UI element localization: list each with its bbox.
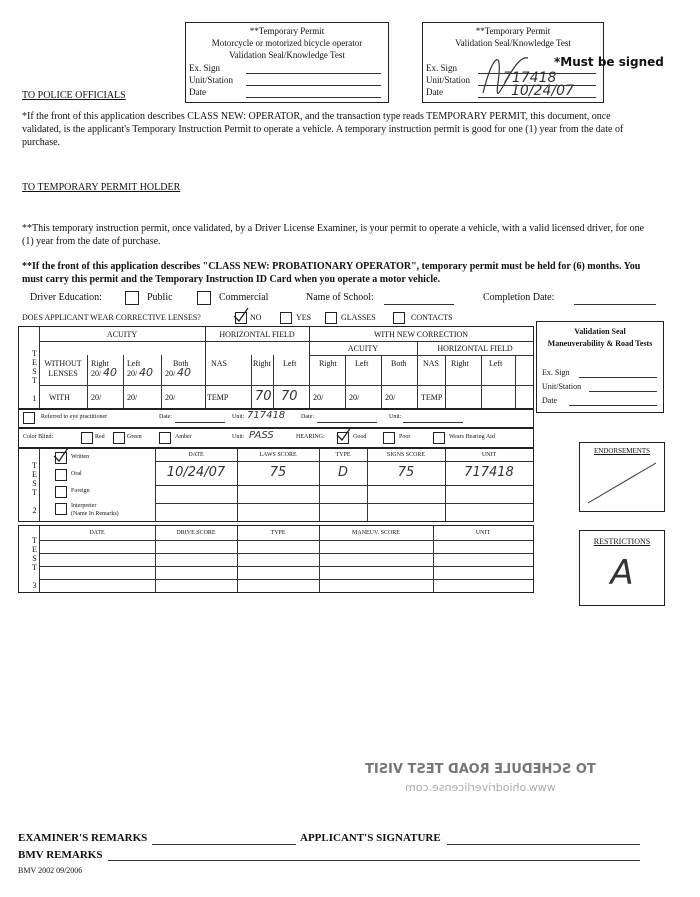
date-label: Date [189, 87, 206, 97]
permit-title: **Temporary Permit [249, 26, 325, 36]
date-header: DATE [89, 530, 105, 536]
nas-label: NAS [211, 359, 228, 368]
referred-unit2-label: Unit: [389, 414, 402, 420]
left-label: Left [355, 359, 369, 368]
foreign-label: Foreign [71, 488, 90, 494]
corrective-lenses-question: DOES APPLICANT WEAR CORRECTIVE LENSES? [22, 313, 201, 322]
unit-header: UNIT [475, 530, 491, 536]
test2-table [18, 448, 534, 522]
twenty-label: 20/ [349, 393, 360, 402]
glasses-label: GLASSES [341, 313, 376, 322]
signs-score-value: 75 [397, 465, 415, 480]
color-unit-value: PASS [249, 430, 274, 441]
type-header: TYPE [335, 452, 351, 458]
ex-sign-label: Ex. Sign [426, 63, 458, 73]
with-label: WITH [49, 393, 70, 402]
commercial-checkbox[interactable] [197, 291, 211, 305]
nas-label: NAS [423, 359, 440, 368]
referred-date-label: Date: [159, 414, 172, 420]
twenty-label: 20/ [127, 369, 138, 378]
permit-subtitle: Validation Seal/Knowledge Test [229, 50, 345, 60]
red-checkbox[interactable] [81, 432, 93, 444]
referred-row [18, 408, 534, 428]
unit-station-label: Unit/Station [542, 382, 582, 391]
laws-score-header: LAWS SCORE [259, 452, 297, 458]
maneuv-score-header: MANEUV. SCORE [352, 530, 400, 536]
oral-label: Oral [71, 471, 82, 477]
hearing-aid-checkbox[interactable] [433, 432, 445, 444]
completion-date-label: Completion Date: [483, 292, 555, 303]
stamp-line-1: TO SCHEDULE ROAD TEST VISIT [364, 762, 596, 777]
validation-seal-subtitle: Maneuverability & Road Tests [547, 339, 653, 348]
unit-station-value: 717418 [503, 70, 557, 86]
temp-left-value: 70 [281, 389, 298, 404]
horizontal-field-header: HORIZONTAL FIELD [219, 330, 295, 339]
right-value: 40 [103, 366, 117, 379]
endorsements-box [579, 442, 665, 512]
signs-score-header: SIGNS SCORE [386, 452, 426, 458]
interpreter-note: (Name In Remarks) [71, 511, 119, 517]
date-header: DATE [188, 452, 204, 458]
test2-label: TEST 2 [30, 461, 39, 515]
contacts-checkbox[interactable] [393, 312, 405, 324]
validation-seal-title: Validation Seal [574, 327, 626, 336]
good-label: Good [353, 434, 367, 440]
permit-subtitle: Validation Seal/Knowledge Test [455, 38, 571, 48]
unit-station-label: Unit/Station [189, 75, 234, 85]
acuity-header: ACUITY [106, 330, 138, 339]
date-value: 10/24/07 [511, 83, 574, 99]
twenty-label: 20/ [385, 393, 396, 402]
poor-label: Poor [399, 434, 411, 440]
poor-checkbox[interactable] [383, 432, 395, 444]
amber-checkbox[interactable] [159, 432, 171, 444]
permit-title: **Temporary Permit [475, 26, 551, 36]
school-name-label: Name of School: [306, 292, 374, 303]
public-label: Public [147, 292, 173, 303]
color-blind-row [18, 428, 534, 448]
date-label: Date [426, 87, 443, 97]
temp-label: TEMP [207, 393, 229, 402]
red-label: Red [95, 434, 105, 440]
permit-subtitle: Motorcycle or motorized bicycle operator [211, 38, 363, 48]
green-checkbox[interactable] [113, 432, 125, 444]
checkmark-icon [232, 306, 250, 324]
test1-label: TEST 1 [30, 349, 39, 403]
police-heading: TO POLICE OFFICIALS [22, 90, 126, 101]
written-label: Written [71, 454, 90, 460]
foreign-checkbox[interactable] [55, 486, 67, 498]
right-label: Right [91, 359, 109, 368]
commercial-label: Commercial [219, 292, 269, 303]
twenty-label: 20/ [91, 393, 102, 402]
temp-label: TEMP [421, 393, 443, 402]
glasses-checkbox[interactable] [325, 312, 337, 324]
contacts-label: CONTACTS [411, 313, 453, 322]
form-number: BMV 2002 09/2006 [18, 866, 83, 875]
strike-line [584, 457, 660, 507]
examiner-signature [473, 43, 533, 103]
checkmark-icon [52, 446, 70, 464]
holder-paragraph-1: **This temporary instruction permit, once validated, by a Driver License Examiner, is your permit to operate a vehicle, with a valid licensed driver, for one (1) year from the date of purchase. [22, 223, 645, 247]
driver-education-label: Driver Education: [30, 292, 102, 303]
laws-score-value: 75 [269, 465, 287, 480]
date-label: Date [542, 396, 558, 405]
bmv-remarks-label: BMV REMARKS [18, 849, 103, 861]
right-label: Right [319, 359, 337, 368]
restrictions-value: A [610, 553, 634, 593]
ex-sign-label: Ex. Sign [542, 368, 570, 377]
temporary-permit-motorcycle [185, 22, 389, 103]
hearing-aid-label: Wears Hearing Aid [449, 434, 495, 440]
without-lenses-label: WITHOUT LENSES [44, 359, 82, 378]
acuity-header-2: ACUITY [347, 344, 379, 353]
twenty-label: 20/ [313, 393, 324, 402]
referred-checkbox[interactable] [23, 412, 35, 424]
with-new-correction-header: WITH NEW CORRECTION [373, 330, 469, 339]
right-label: Right [253, 359, 271, 368]
both-label: Both [173, 359, 189, 368]
checkmark-icon [335, 425, 353, 443]
police-paragraph: *If the front of this application describes CLASS NEW: OPERATOR, and the transaction type reads TEMPORARY PERMIT, this document, once validated, is the applicant's Temporary Instruction Permit to operate a vehicle. A temporary instruction permit is good for one (1) year from the date of purchase. [22, 111, 624, 148]
restrictions-label: RESTRICTIONS [593, 537, 651, 546]
holder-heading: TO TEMPORARY PERMIT HOLDER [22, 182, 181, 193]
green-label: Green [127, 434, 142, 440]
twenty-label: 20/ [165, 369, 176, 378]
road-test-stamp [320, 760, 640, 796]
both-value: 40 [177, 366, 191, 379]
amber-label: Amber [175, 434, 192, 440]
test3-table [18, 525, 534, 593]
referred-unit-label: Unit: [232, 414, 245, 420]
left-label: Left [127, 359, 141, 368]
applicant-signature-label: APPLICANT'S SIGNATURE [300, 832, 441, 844]
test1-table [18, 326, 534, 410]
right-label: Right [451, 359, 469, 368]
left-label: Left [489, 359, 503, 368]
twenty-label: 20/ [165, 393, 176, 402]
holder-paragraph-2: **If the front of this application describes "CLASS NEW: PROBATIONARY OPERATOR", temporary permit must be held for (6) months. You must carry this permit and the Temporary Instruction ID Card when you operate a motor vehicle. [22, 261, 641, 285]
temp-right-value: 70 [255, 389, 272, 404]
examiner-remarks-label: EXAMINER'S REMARKS [18, 832, 148, 844]
public-checkbox[interactable] [125, 291, 139, 305]
left-label: Left [283, 359, 297, 368]
no-label: NO [250, 313, 262, 322]
ex-sign-label: Ex. Sign [189, 63, 221, 73]
referred-unit-value: 717418 [247, 410, 286, 421]
type-value: D [337, 465, 348, 480]
hearing-label: HEARING: [296, 434, 325, 440]
color-blind-label: Color Blind: [23, 434, 54, 440]
validation-seal-box [536, 321, 664, 413]
interpreter-checkbox[interactable] [55, 503, 67, 515]
test3-label: TEST 3 [30, 536, 39, 590]
twenty-label: 20/ [91, 369, 102, 378]
date-value: 10/24/07 [166, 465, 226, 480]
left-value: 40 [139, 366, 153, 379]
restrictions-box [579, 530, 665, 606]
referred-date2-label: Date: [301, 414, 314, 420]
horizontal-field-header-2: HORIZONTAL FIELD [437, 344, 513, 353]
stamp-line-2: www.ohiodriverlicense.com [404, 781, 556, 794]
yes-checkbox[interactable] [280, 312, 292, 324]
both-label: Both [391, 359, 407, 368]
unit-value: 717418 [464, 465, 514, 480]
drive-score-header: DRIVE SCORE [176, 530, 216, 536]
yes-label: YES [296, 313, 312, 322]
unit-header: UNIT [481, 452, 497, 458]
type-header: TYPE [270, 530, 286, 536]
endorsements-label: ENDORSEMENTS [593, 447, 650, 455]
must-be-signed-note: *Must be signed [554, 55, 664, 69]
twenty-label: 20/ [127, 393, 138, 402]
color-unit-label: Unit: [232, 434, 245, 440]
unit-station-label: Unit/Station [426, 75, 471, 85]
interpreter-label: Interpreter [71, 503, 97, 509]
referred-label: Referred to eye practitioner [41, 414, 108, 420]
oral-checkbox[interactable] [55, 469, 67, 481]
